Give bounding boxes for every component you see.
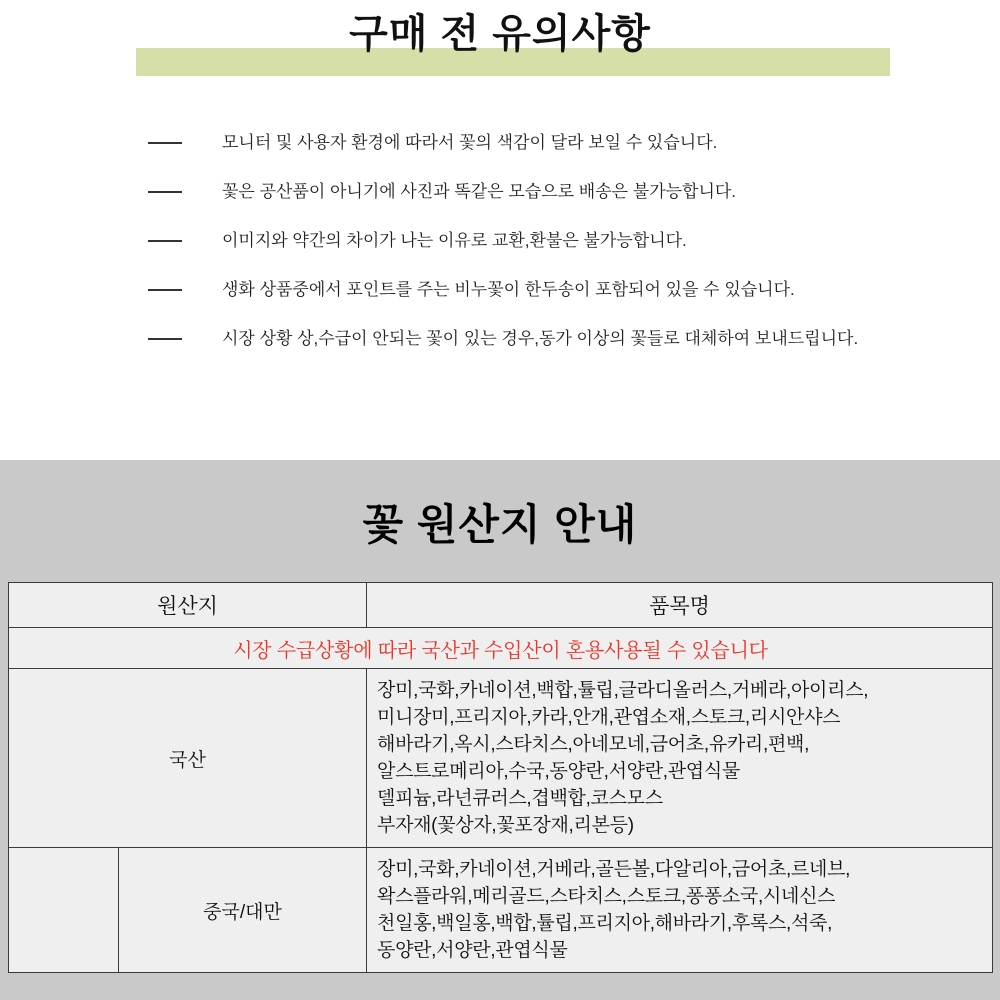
origin-table [8,582,993,973]
dash-icon [148,240,182,242]
notice-list-item [0,324,1000,373]
dash-icon [148,191,182,193]
items-list-china-taiwan [367,848,993,973]
notice-text: 시장 상황 상,수급이 안되는 꽃이 있는 경우,동가 이상의 꽃들로 대체하여 보내드립니다. [222,329,859,348]
notice-list-item [0,128,1000,177]
dash-icon [148,338,182,340]
origin-name-domestic: 국산 [9,669,367,848]
origin-spacer-cell [9,848,119,973]
warning-text: 시장 수급상황에 따라 국산과 수입산이 혼용사용될 수 있습니다 [9,628,993,669]
notice-list-item [0,226,1000,275]
notice-title: 구매 전 유의사항 [349,12,651,56]
table-header-row [9,583,993,628]
items-list-domestic [367,669,993,848]
flower-origin-section [0,460,1000,1000]
notice-text: 생화 상품중에서 포인트를 주는 비누꽃이 한두송이 포함되어 있을 수 있습니다. [222,280,795,299]
notice-text: 모니터 및 사용자 환경에 따라서 꽃의 색감이 달라 보일 수 있습니다. [222,133,718,152]
table-row [9,848,993,973]
purchase-notice-section [0,0,1000,460]
items-line: 왁스플라워,메리골드,스타치스,스토크,퐁퐁소국,시네신스 [377,886,836,907]
items-line: 부자재(꽃상자,꽃포장재,리본등) [377,815,634,836]
column-header-origin: 원산지 [9,583,367,628]
dash-icon [148,289,182,291]
origin-name-china-taiwan: 중국/대만 [119,848,367,973]
table-warning-row [9,628,993,669]
column-header-items: 품목명 [367,583,993,628]
items-line: 동양란,서양란,관엽식물 [377,940,568,961]
items-line: 델피늄,라넌큐러스,겹백합,코스모스 [377,788,663,809]
notice-list-item [0,275,1000,324]
items-line: 해바라기,옥시,스타치스,아네모네,금어초,유카리,편백, [377,734,810,755]
items-line: 천일홍,백일홍,백합,튤립,프리지아,해바라기,후록스,석죽, [377,913,833,934]
items-line: 알스트로메리아,수국,동양란,서양란,관엽식물 [377,761,740,782]
items-line: 장미,국화,카네이션,거베라,골든볼,다알리아,금어초,르네브, [377,859,851,880]
dash-icon [148,142,182,144]
notice-list [0,128,1000,373]
notice-title-wrap [0,0,1000,90]
items-line: 미니장미,프리지아,카라,안개,관엽소재,스토크,리시안샤스 [377,707,841,728]
origin-title: 꽃 원산지 안내 [362,501,638,548]
notice-text: 꽃은 공산품이 아니기에 사진과 똑같은 모습으로 배송은 불가능합니다. [222,182,737,201]
table-row [9,669,993,848]
notice-text: 이미지와 약간의 차이가 나는 이유로 교환,환불은 불가능합니다. [222,231,687,250]
items-line: 장미,국화,카네이션,백합,튤립,글라디올러스,거베라,아이리스, [377,680,869,701]
notice-list-item [0,177,1000,226]
